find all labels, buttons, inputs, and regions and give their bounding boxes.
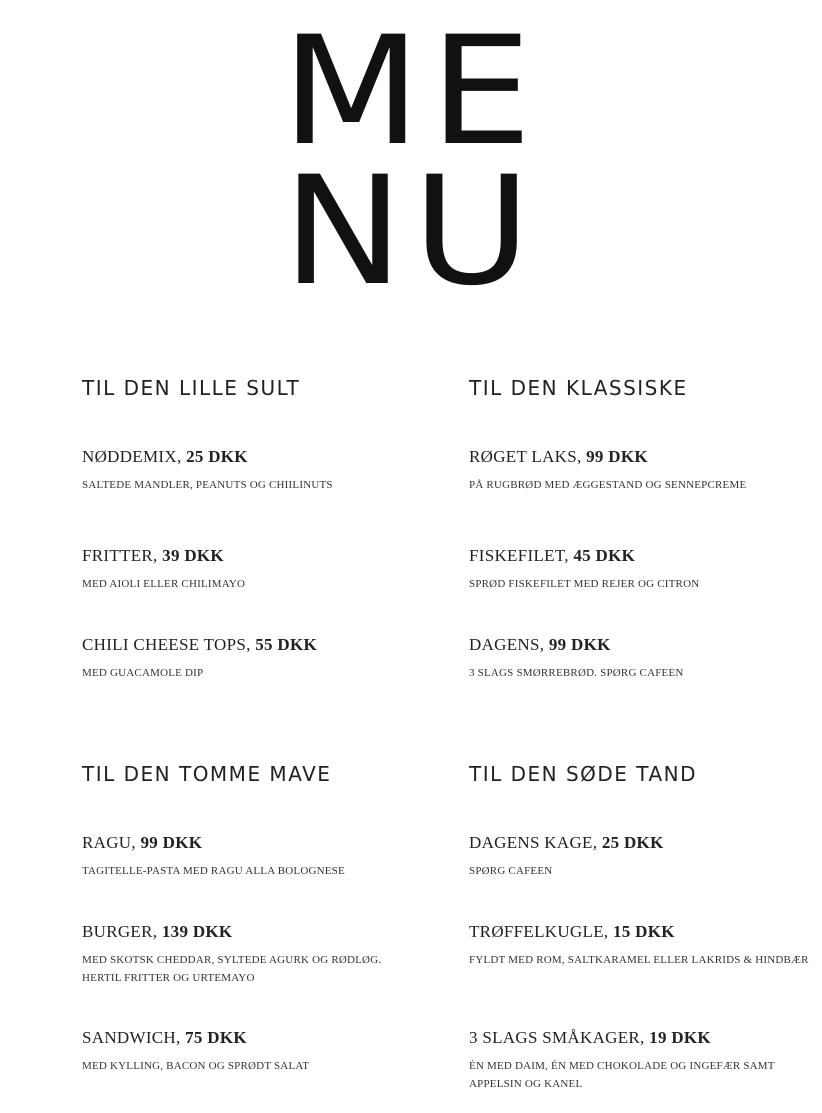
- item-name: 3 SLAGS SMÅKAGER, 19 DKK: [469, 1028, 711, 1047]
- item-name: NØDDEMIX, 25 DKK: [82, 447, 248, 466]
- item-name: FRITTER, 39 DKK: [82, 546, 224, 565]
- item-name: RAGU, 99 DKK: [82, 833, 203, 852]
- item-description: FYLDT MED ROM, SALTKARAMEL ELLER LAKRIDS & HINDBÆR: [469, 954, 809, 966]
- menu-title-line-1: ME: [281, 5, 541, 179]
- item-price: 25 DKK: [601, 833, 664, 852]
- item-price: 55 DKK: [255, 635, 317, 654]
- menu-item: [469, 635, 809, 682]
- menu-item: [469, 833, 809, 880]
- item-description: ÉN MED DAIM, ÉN MED CHOKOLADE OG INGEFÆR SAMT APPELSIN OG KANEL: [469, 1060, 775, 1090]
- item-price: 19 DKK: [649, 1028, 711, 1047]
- item-description: TAGITELLE-PASTA MED RAGU ALLA BOLOGNESE: [82, 865, 345, 877]
- item-name: RØGET LAKS, 99 DKK: [469, 447, 648, 466]
- section-lille-sult: [82, 376, 422, 696]
- item-name: DAGENS, 99 DKK: [469, 635, 611, 654]
- item-description: MED AIOLI ELLER CHILIMAYO: [82, 578, 246, 590]
- menu-title-line-2: NU: [282, 145, 540, 319]
- section-tomme-mave: [82, 762, 422, 1102]
- item-description: MED GUACAMOLE DIP: [82, 667, 204, 679]
- section-title: TIL DEN SØDE TAND: [469, 762, 698, 786]
- item-price: 15 DKK: [613, 922, 675, 941]
- menu-item: [469, 922, 809, 969]
- item-description: MED SKOTSK CHEDDAR, SYLTEDE AGURK OG RØDLØG. HERTIL FRITTER OG URTEMAYO: [82, 954, 382, 984]
- menu-item: [82, 1028, 422, 1075]
- section-klassiske: [469, 376, 809, 696]
- item-price: 39 DKK: [162, 546, 224, 565]
- item-name: SANDWICH, 75 DKK: [82, 1028, 247, 1047]
- section-title: TIL DEN TOMME MAVE: [82, 762, 332, 786]
- item-description: PÅ RUGBRØD MED ÆGGESTAND OG SENNEPCREME: [469, 479, 747, 491]
- item-price: 25 DKK: [186, 447, 248, 466]
- item-name: FISKEFILET, 45 DKK: [469, 546, 636, 565]
- menu-item: [82, 546, 422, 593]
- menu-item: [82, 447, 422, 494]
- item-description: 3 SLAGS SMØRREBRØD. SPØRG CAFEEN: [469, 667, 684, 679]
- menu-item: [82, 833, 422, 880]
- item-price: 99 DKK: [548, 635, 611, 654]
- item-name: CHILI CHEESE TOPS, 55 DKK: [82, 635, 317, 654]
- item-name: DAGENS KAGE, 25 DKK: [469, 833, 664, 852]
- section-title: TIL DEN LILLE SULT: [82, 376, 301, 400]
- item-price: 139 DKK: [161, 922, 233, 941]
- item-price: 99 DKK: [140, 833, 203, 852]
- item-price: 45 DKK: [573, 546, 636, 565]
- section-soede-tand: [469, 762, 809, 1102]
- item-description: SALTEDE MANDLER, PEANUTS OG CHIILINUTS: [82, 479, 333, 491]
- menu-item: [469, 447, 809, 494]
- item-price: 99 DKK: [586, 447, 648, 466]
- item-price: 75 DKK: [185, 1028, 247, 1047]
- item-description: SPRØD FISKEFILET MED REJER OG CITRON: [469, 578, 700, 590]
- menu-item: [82, 635, 422, 682]
- item-description: SPØRG CAFEEN: [469, 865, 553, 877]
- menu-item: [469, 546, 809, 593]
- item-description: MED KYLLING, BACON OG SPRØDT SALAT: [82, 1060, 310, 1072]
- section-title: TIL DEN KLASSISKE: [469, 376, 688, 400]
- item-name: BURGER, 139 DKK: [82, 922, 233, 941]
- menu-item: [469, 1028, 809, 1093]
- menu-item: [82, 922, 422, 987]
- item-name: TRØFFELKUGLE, 15 DKK: [469, 922, 675, 941]
